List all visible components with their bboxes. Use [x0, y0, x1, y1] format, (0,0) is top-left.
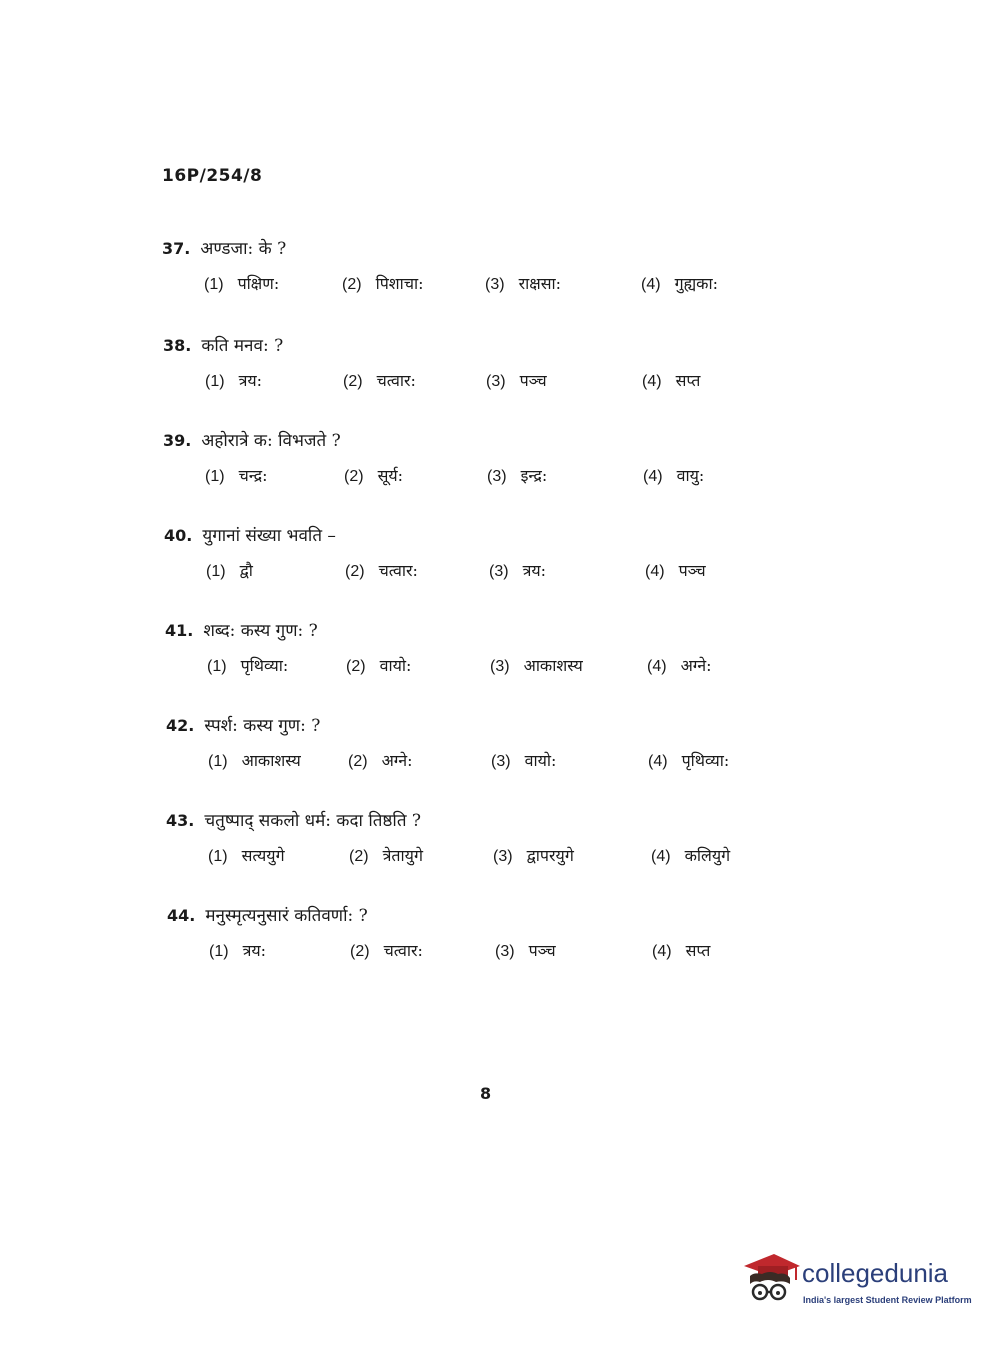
option-4: (4) सप्त [642, 371, 701, 390]
question-42 [166, 713, 806, 773]
question-number: 44. [167, 906, 196, 925]
option-4: (4) पञ्च [645, 561, 706, 580]
option-3: (3) पञ्च [495, 941, 556, 960]
option-4: (4) वायु: [643, 466, 705, 485]
option-2: (2) पिशाचा: [342, 274, 424, 293]
option-3: (3) द्वापरयुगे [493, 846, 574, 865]
option-3: (3) राक्षसा: [485, 274, 562, 293]
option-2: (2) चत्वार: [345, 561, 418, 580]
question-text: कति मनव: ? [201, 336, 284, 356]
collegedunia-watermark [740, 1250, 980, 1310]
option-4: (4) सप्त [652, 941, 711, 960]
question-41 [165, 618, 805, 678]
option-3: (3) पञ्च [486, 371, 547, 390]
option-1: (1) त्रय: [209, 941, 267, 960]
option-4: (4) गुह्यका: [641, 274, 718, 293]
option-1: (1) पृथिव्या: [207, 656, 289, 675]
option-4: (4) अग्ने: [647, 656, 712, 675]
question-number: 40. [164, 526, 193, 545]
question-text: मनुस्मृत्यनुसारं कतिवर्णा: ? [205, 906, 368, 926]
option-1: (1) सत्ययुगे [208, 846, 285, 865]
question-40 [164, 523, 804, 583]
option-1: (1) त्रय: [205, 371, 263, 390]
option-3: (3) इन्द्र: [487, 466, 548, 485]
question-number: 42. [166, 716, 195, 735]
question-text: शब्द: कस्य गुण: ? [203, 621, 318, 641]
option-4: (4) कलियुगे [651, 846, 731, 865]
question-37 [162, 236, 802, 296]
page-number: 8 [480, 1084, 492, 1103]
paper-code: 16P/254/8 [162, 166, 263, 186]
question-43 [166, 808, 806, 868]
question-39 [163, 428, 803, 488]
question-text: स्पर्श: कस्य गुण: ? [204, 716, 321, 736]
option-2: (2) सूर्य: [344, 466, 404, 485]
option-3: (3) वायो: [491, 751, 557, 770]
question-number: 38. [163, 336, 192, 355]
mascot-icon [740, 1250, 802, 1310]
question-text: चतुष्पाद् सकलो धर्म: कदा तिष्ठति ? [204, 811, 422, 831]
watermark-tagline: India's largest Student Review Platform [803, 1295, 972, 1305]
question-number: 41. [165, 621, 194, 640]
option-1: (1) आकाशस्य [208, 751, 301, 770]
option-2: (2) चत्वार: [343, 371, 416, 390]
option-2: (2) अग्ने: [348, 751, 413, 770]
question-text: अण्डजा: के ? [200, 239, 287, 259]
question-44 [167, 903, 807, 963]
option-4: (4) पृथिव्या: [648, 751, 730, 770]
question-number: 37. [162, 239, 191, 258]
option-1: (1) चन्द्र: [205, 466, 268, 485]
question-38 [163, 333, 803, 393]
option-2: (2) चत्वार: [350, 941, 423, 960]
question-text: युगानां संख्या भवति – [202, 526, 336, 546]
watermark-brand: collegedunia [802, 1258, 949, 1288]
option-1: (1) द्वौ [206, 561, 253, 580]
question-text: अहोरात्रे क: विभजते ? [201, 431, 341, 451]
option-3: (3) आकाशस्य [490, 656, 583, 675]
option-3: (3) त्रय: [489, 561, 547, 580]
question-number: 43. [166, 811, 195, 830]
option-1: (1) पक्षिण: [204, 274, 280, 293]
option-2: (2) वायो: [346, 656, 412, 675]
option-2: (2) त्रेतायुगे [349, 846, 423, 865]
question-number: 39. [163, 431, 192, 450]
